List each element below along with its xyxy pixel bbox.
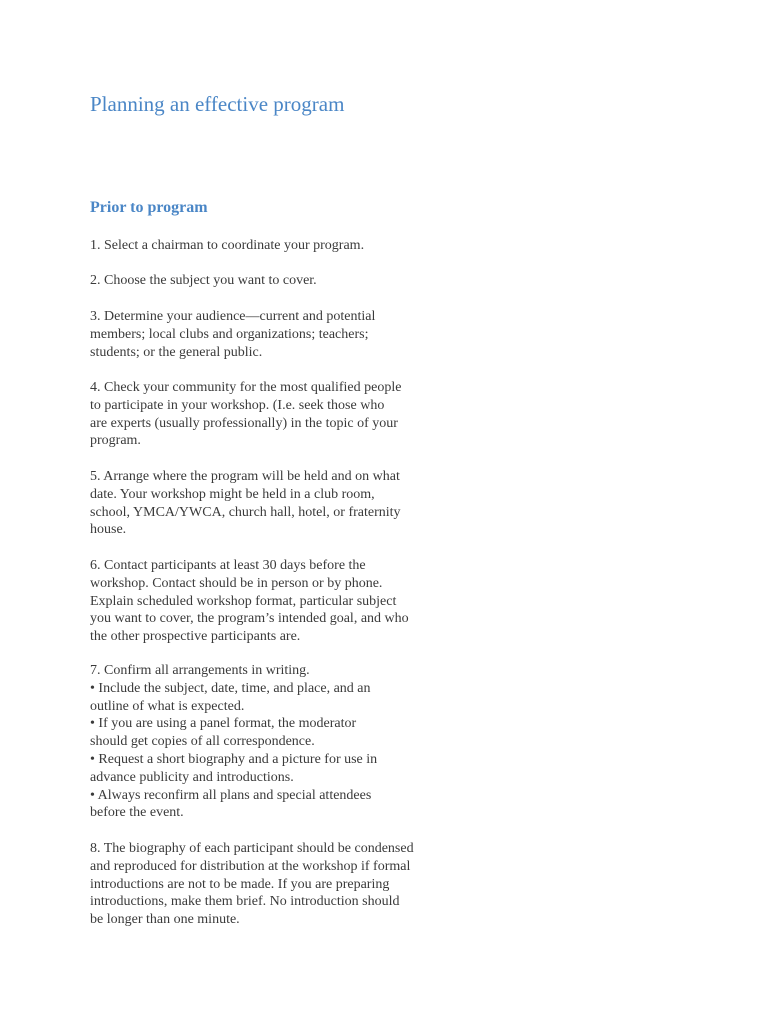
item-line: 6. Contact participants at least 30 days before the <box>90 558 366 573</box>
list-item-8 <box>90 840 450 929</box>
list-item-2 <box>90 272 450 290</box>
item-line: before the event. <box>90 805 184 821</box>
item-line: and reproduced for distribution at the workshop if formal <box>90 858 411 874</box>
item-line: advance publicity and introductions. <box>90 769 294 785</box>
list-item-1 <box>90 237 450 255</box>
item-line: 7. Confirm all arrangements in writing. <box>90 663 310 678</box>
item-line: be longer than one minute. <box>90 912 240 928</box>
item-line: members; local clubs and organizations; teachers; <box>90 326 369 342</box>
item-line: workshop. Contact should be in person or by phone. <box>90 575 383 591</box>
item-line: are experts (usually professionally) in the topic of your <box>90 415 398 431</box>
item-line: 4. Check your community for the most qualified people <box>90 380 402 395</box>
item-line: • Always reconfirm all plans and special attendees <box>90 787 372 803</box>
item-line: 8. The biography of each participant should be condensed <box>90 841 414 856</box>
item-line: program. <box>90 433 141 449</box>
list-item-7 <box>90 662 450 822</box>
item-line: should get copies of all correspondence. <box>90 734 315 750</box>
list-item-4 <box>90 379 450 450</box>
list-item-5 <box>90 468 450 539</box>
item-line: introductions, make them brief. No introduction should <box>90 894 400 910</box>
section-heading: Prior to program <box>90 199 208 216</box>
item-line: to participate in your workshop. (I.e. seek those who <box>90 397 385 413</box>
item-line: • Include the subject, date, time, and place, and an <box>90 680 371 696</box>
list-item-6 <box>90 557 450 646</box>
item-line: outline of what is expected. <box>90 698 245 714</box>
list-item-3 <box>90 308 450 361</box>
item-line: introductions are not to be made. If you are preparing <box>90 876 390 892</box>
item-line: school, YMCA/YWCA, church hall, hotel, or fraternity <box>90 504 401 520</box>
item-line: date. Your workshop might be held in a club room, <box>90 486 375 502</box>
item-line: you want to cover, the program’s intended goal, and who <box>90 611 409 627</box>
item-line: • Request a short biography and a picture for use in <box>90 751 378 767</box>
item-line: the other prospective participants are. <box>90 629 301 645</box>
item-line: 3. Determine your audience—current and potential <box>90 309 376 324</box>
page-title: Planning an effective program <box>90 92 345 116</box>
item-line: students; or the general public. <box>90 344 263 360</box>
item-line: Explain scheduled workshop format, particular subject <box>90 593 397 609</box>
item-line: 1. Select a chairman to coordinate your program. <box>90 238 365 253</box>
item-line: • If you are using a panel format, the moderator <box>90 716 357 732</box>
item-line: 2. Choose the subject you want to cover. <box>90 273 317 288</box>
item-line: house. <box>90 522 127 538</box>
item-line: 5. Arrange where the program will be held and on what <box>90 469 400 484</box>
